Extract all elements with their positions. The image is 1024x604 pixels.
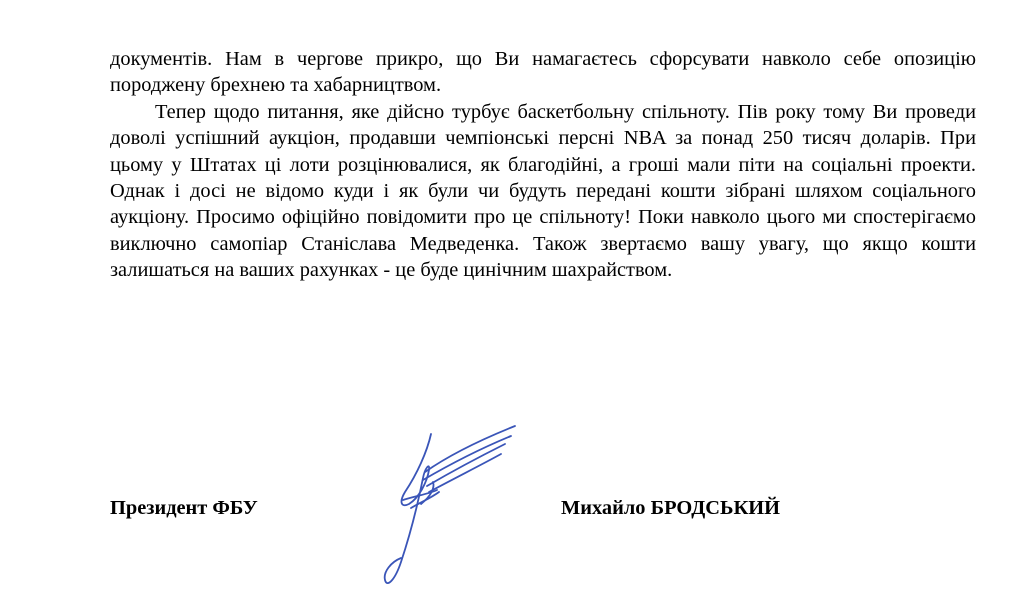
signatory-title: Президент ФБУ bbox=[110, 497, 258, 519]
letter-body bbox=[110, 46, 976, 284]
handwritten-signature bbox=[365, 412, 530, 592]
paragraph-auction: Тепер щодо питання, яке дійсно турбує баскетбольну спільноту. Пів року тому Ви проведи доволі успішний аукціон, продавши чемпіонські персні NBA за понад 250 тисяч доларів. При цьому у Штатах ці лоти розцінювалися, як благодійні, а гроші мали піти на соціальні проекти. Однак і досі не відомо куди і як були чи будуть передані кошти зібрані шляхом соціального аукціону. Просимо офіційно повідомити про це спільноту! Поки навколо цього ми спостерігаємо виключно самопіар Станіслава Медведенка. Також звертаємо вашу увагу, що якщо кошти залишаться на ваших рахунках - це буде цинічним шахрайством. bbox=[110, 100, 976, 282]
signatory-name: Михайло БРОДСЬКИЙ bbox=[561, 497, 780, 519]
paragraph-continuation: документів. Нам в чергове прикро, що Ви намагаєтесь сфорсувати навколо себе опозицію породжену брехнею та хабарництвом. bbox=[110, 48, 976, 97]
